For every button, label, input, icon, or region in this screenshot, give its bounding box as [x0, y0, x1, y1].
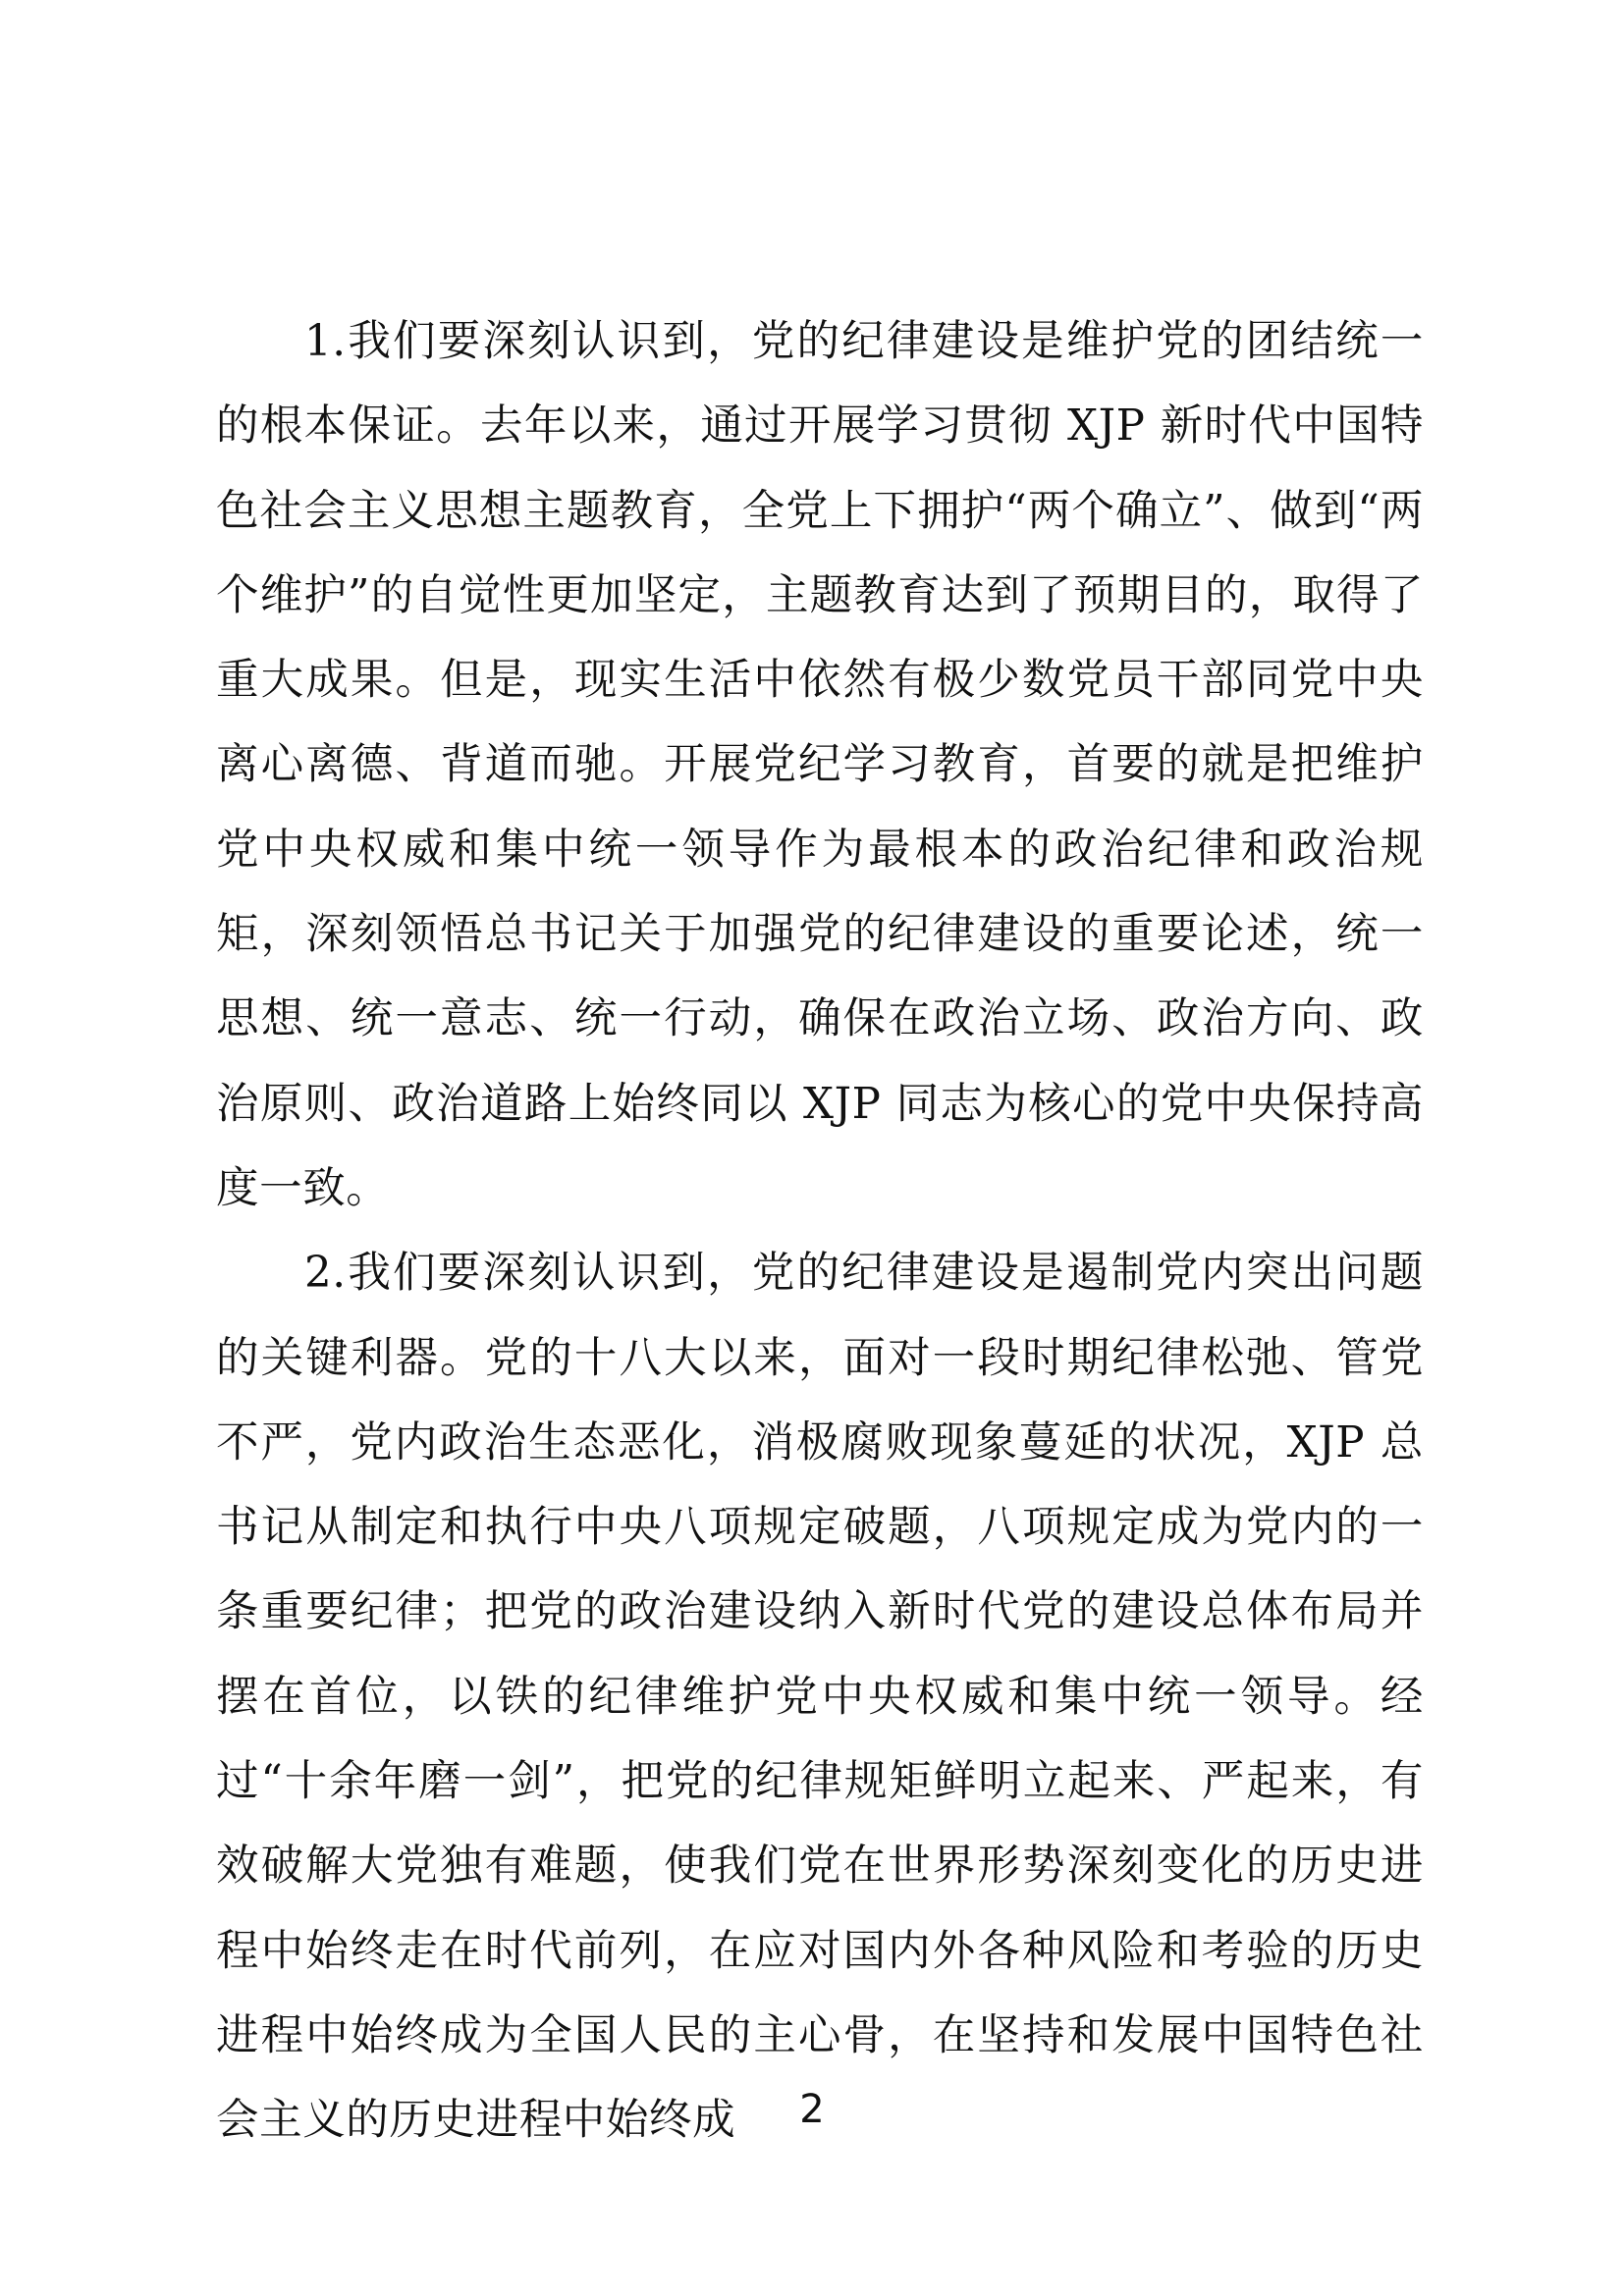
document-body	[216, 299, 1424, 2163]
page-number: 2	[799, 2087, 825, 2132]
paragraph-2: 2.我们要深刻认识到，党的纪律建设是遏制党内突出问题的关键利器。党的十八大以来，面对一段时期纪律松弛、管党不严，党内政治生态恶化，消极腐败现象蔓延的状况，XJP 总书记从制定和执行中央八项规定破题，八项规定成为党内的一条重要纪律；把党的政治建设纳入新时代党的建设总体布局并摆在首位，以铁的纪律维护党中央权威和集中统一领导。经过“十余年磨一剑”，把党的纪律规矩鲜明立起来、严起来，有效破解大党独有难题，使我们党在世界形势深刻变化的历史进程中始终走在时代前列，在应对国内外各种风险和考验的历史进程中始终成为全国人民的主心骨，在坚持和发展中国特色社会主义的历史进程中始终成	[216, 1249, 1424, 2146]
paragraph-1: 1.我们要深刻认识到，党的纪律建设是维护党的团结统一的根本保证。去年以来，通过开展学习贯彻 XJP 新时代中国特色社会主义思想主题教育，全党上下拥护“两个确立”、做到“两个维护”的自觉性更加坚定，主题教育达到了预期目的，取得了重大成果。但是，现实生活中依然有极少数党员干部同党中央离心离德、背道而驰。开展党纪学习教育，首要的就是把维护党中央权威和集中统一领导作为最根本的政治纪律和政治规矩，深刻领悟总书记关于加强党的纪律建设的重要论述，统一思想、统一意志、统一行动，确保在政治立场、政治方向、政治原则、政治道路上始终同以 XJP 同志为核心的党中央保持高度一致。	[216, 317, 1424, 1213]
